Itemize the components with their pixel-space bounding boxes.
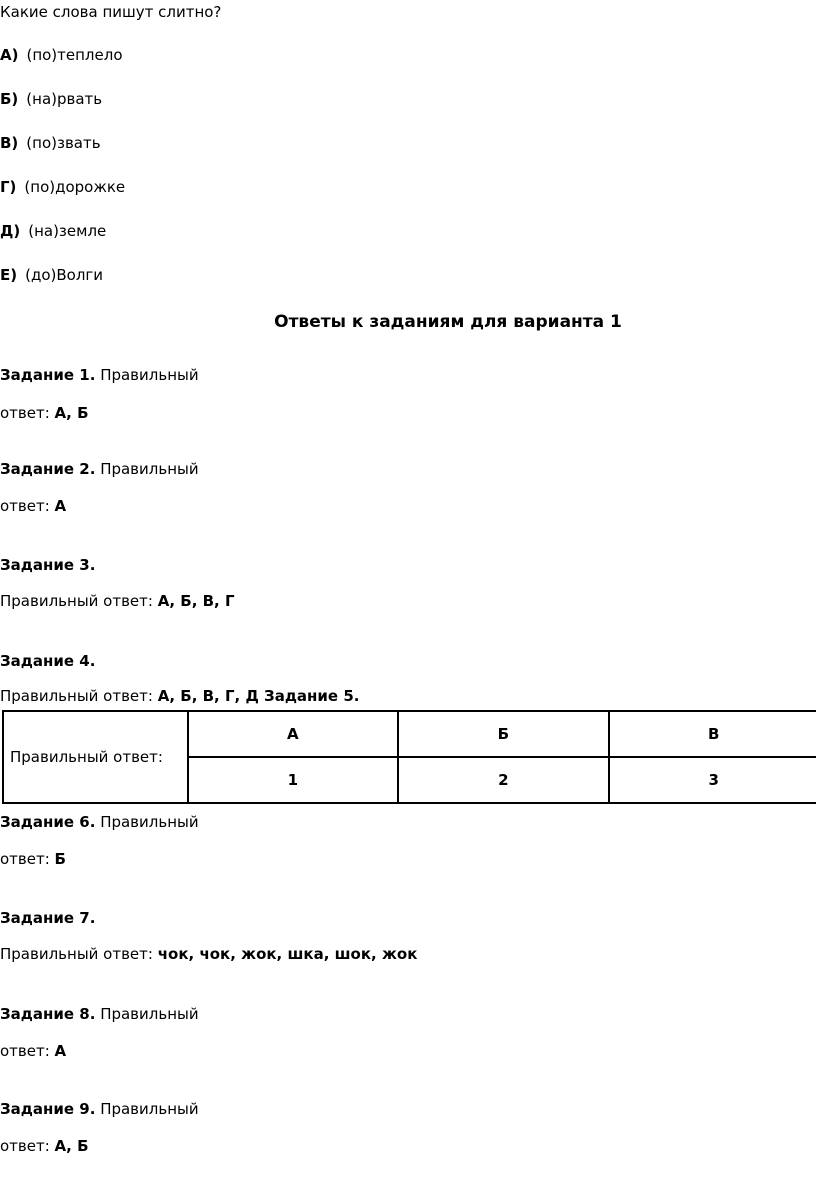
option-letter: А): [0, 46, 19, 64]
option-b: [0, 89, 102, 109]
option-g: [0, 177, 125, 197]
option-text: (на)рвать: [26, 90, 103, 108]
task-3-title-line: [0, 555, 95, 575]
option-letter: Б): [0, 90, 19, 108]
task-7-answer-line: [0, 944, 417, 964]
answer-value: А: [54, 1042, 67, 1060]
task-lead: Правильный: [95, 460, 199, 478]
table-label: Правильный ответ:: [3, 711, 188, 803]
task-title: Задание 6.: [0, 813, 96, 831]
answers-heading: Ответы к заданиям для варианта 1: [274, 312, 622, 332]
option-letter: В): [0, 134, 19, 152]
option-text: (до)Волги: [25, 266, 104, 284]
answer-value: А, Б: [54, 404, 89, 422]
task-1-title-line: [0, 365, 199, 385]
task-9-title-line: [0, 1099, 199, 1119]
answer-label: ответ:: [0, 1137, 55, 1155]
option-letter: Г): [0, 178, 17, 196]
answer-value: А: [54, 497, 67, 515]
answer-value: Б: [54, 850, 66, 868]
question-text: Какие слова пишут слитно?: [0, 3, 222, 21]
task-lead: Правильный: [95, 1005, 199, 1023]
task-title: Задание 4.: [0, 652, 96, 670]
task-7-title-line: [0, 908, 95, 928]
table-value-cell: 1: [188, 757, 398, 803]
task-5-title: Задание 5.: [258, 687, 360, 705]
task-title: Задание 8.: [0, 1005, 96, 1023]
option-text: (по)звать: [26, 134, 101, 152]
answer-value: чок, чок, жок, шка, шок, жок: [157, 945, 418, 963]
task-2-title-line: [0, 459, 199, 479]
answer-label: ответ:: [0, 404, 55, 422]
task-title: Задание 9.: [0, 1100, 96, 1118]
answer-value: А, Б, В, Г, Д: [157, 687, 259, 705]
option-d: [0, 221, 106, 241]
answer-label: ответ:: [0, 1042, 55, 1060]
table-header-cell: А: [188, 711, 398, 757]
task-4-answer-line: [0, 686, 359, 706]
task-9-answer-line: [0, 1136, 89, 1156]
option-v: [0, 133, 101, 153]
option-e: [0, 265, 103, 285]
option-a: [0, 45, 123, 65]
task-2-answer-line: [0, 496, 66, 516]
task-lead: Правильный: [95, 1100, 199, 1118]
task-4-title-line: [0, 651, 95, 671]
task-title: Задание 1.: [0, 366, 96, 384]
option-letter: Д): [0, 222, 21, 240]
table-header-cell: Б: [398, 711, 608, 757]
option-text: (на)земле: [28, 222, 107, 240]
task-5-answer-table: [2, 710, 816, 804]
answer-label: Правильный ответ:: [0, 687, 158, 705]
option-letter: Е): [0, 266, 18, 284]
answer-label: ответ:: [0, 850, 55, 868]
task-6-answer-line: [0, 849, 66, 869]
table-header-cell: В: [609, 711, 816, 757]
task-3-answer-line: [0, 591, 235, 611]
option-text: (по)теплело: [26, 46, 123, 64]
table-value-cell: 2: [398, 757, 608, 803]
task-title: Задание 3.: [0, 556, 96, 574]
task-lead: Правильный: [95, 366, 199, 384]
task-6-title-line: [0, 812, 199, 832]
table-value-cell: 3: [609, 757, 816, 803]
task-8-answer-line: [0, 1041, 66, 1061]
answer-label: ответ:: [0, 497, 55, 515]
answer-value: А, Б, В, Г: [157, 592, 235, 610]
task-1-answer-line: [0, 403, 89, 423]
answer-label: Правильный ответ:: [0, 592, 158, 610]
task-title: Задание 2.: [0, 460, 96, 478]
option-text: (по)дорожке: [24, 178, 126, 196]
task-lead: Правильный: [95, 813, 199, 831]
task-title: Задание 7.: [0, 909, 96, 927]
answer-label: Правильный ответ:: [0, 945, 158, 963]
answer-value: А, Б: [54, 1137, 89, 1155]
table-row: [3, 711, 816, 757]
task-8-title-line: [0, 1004, 199, 1024]
